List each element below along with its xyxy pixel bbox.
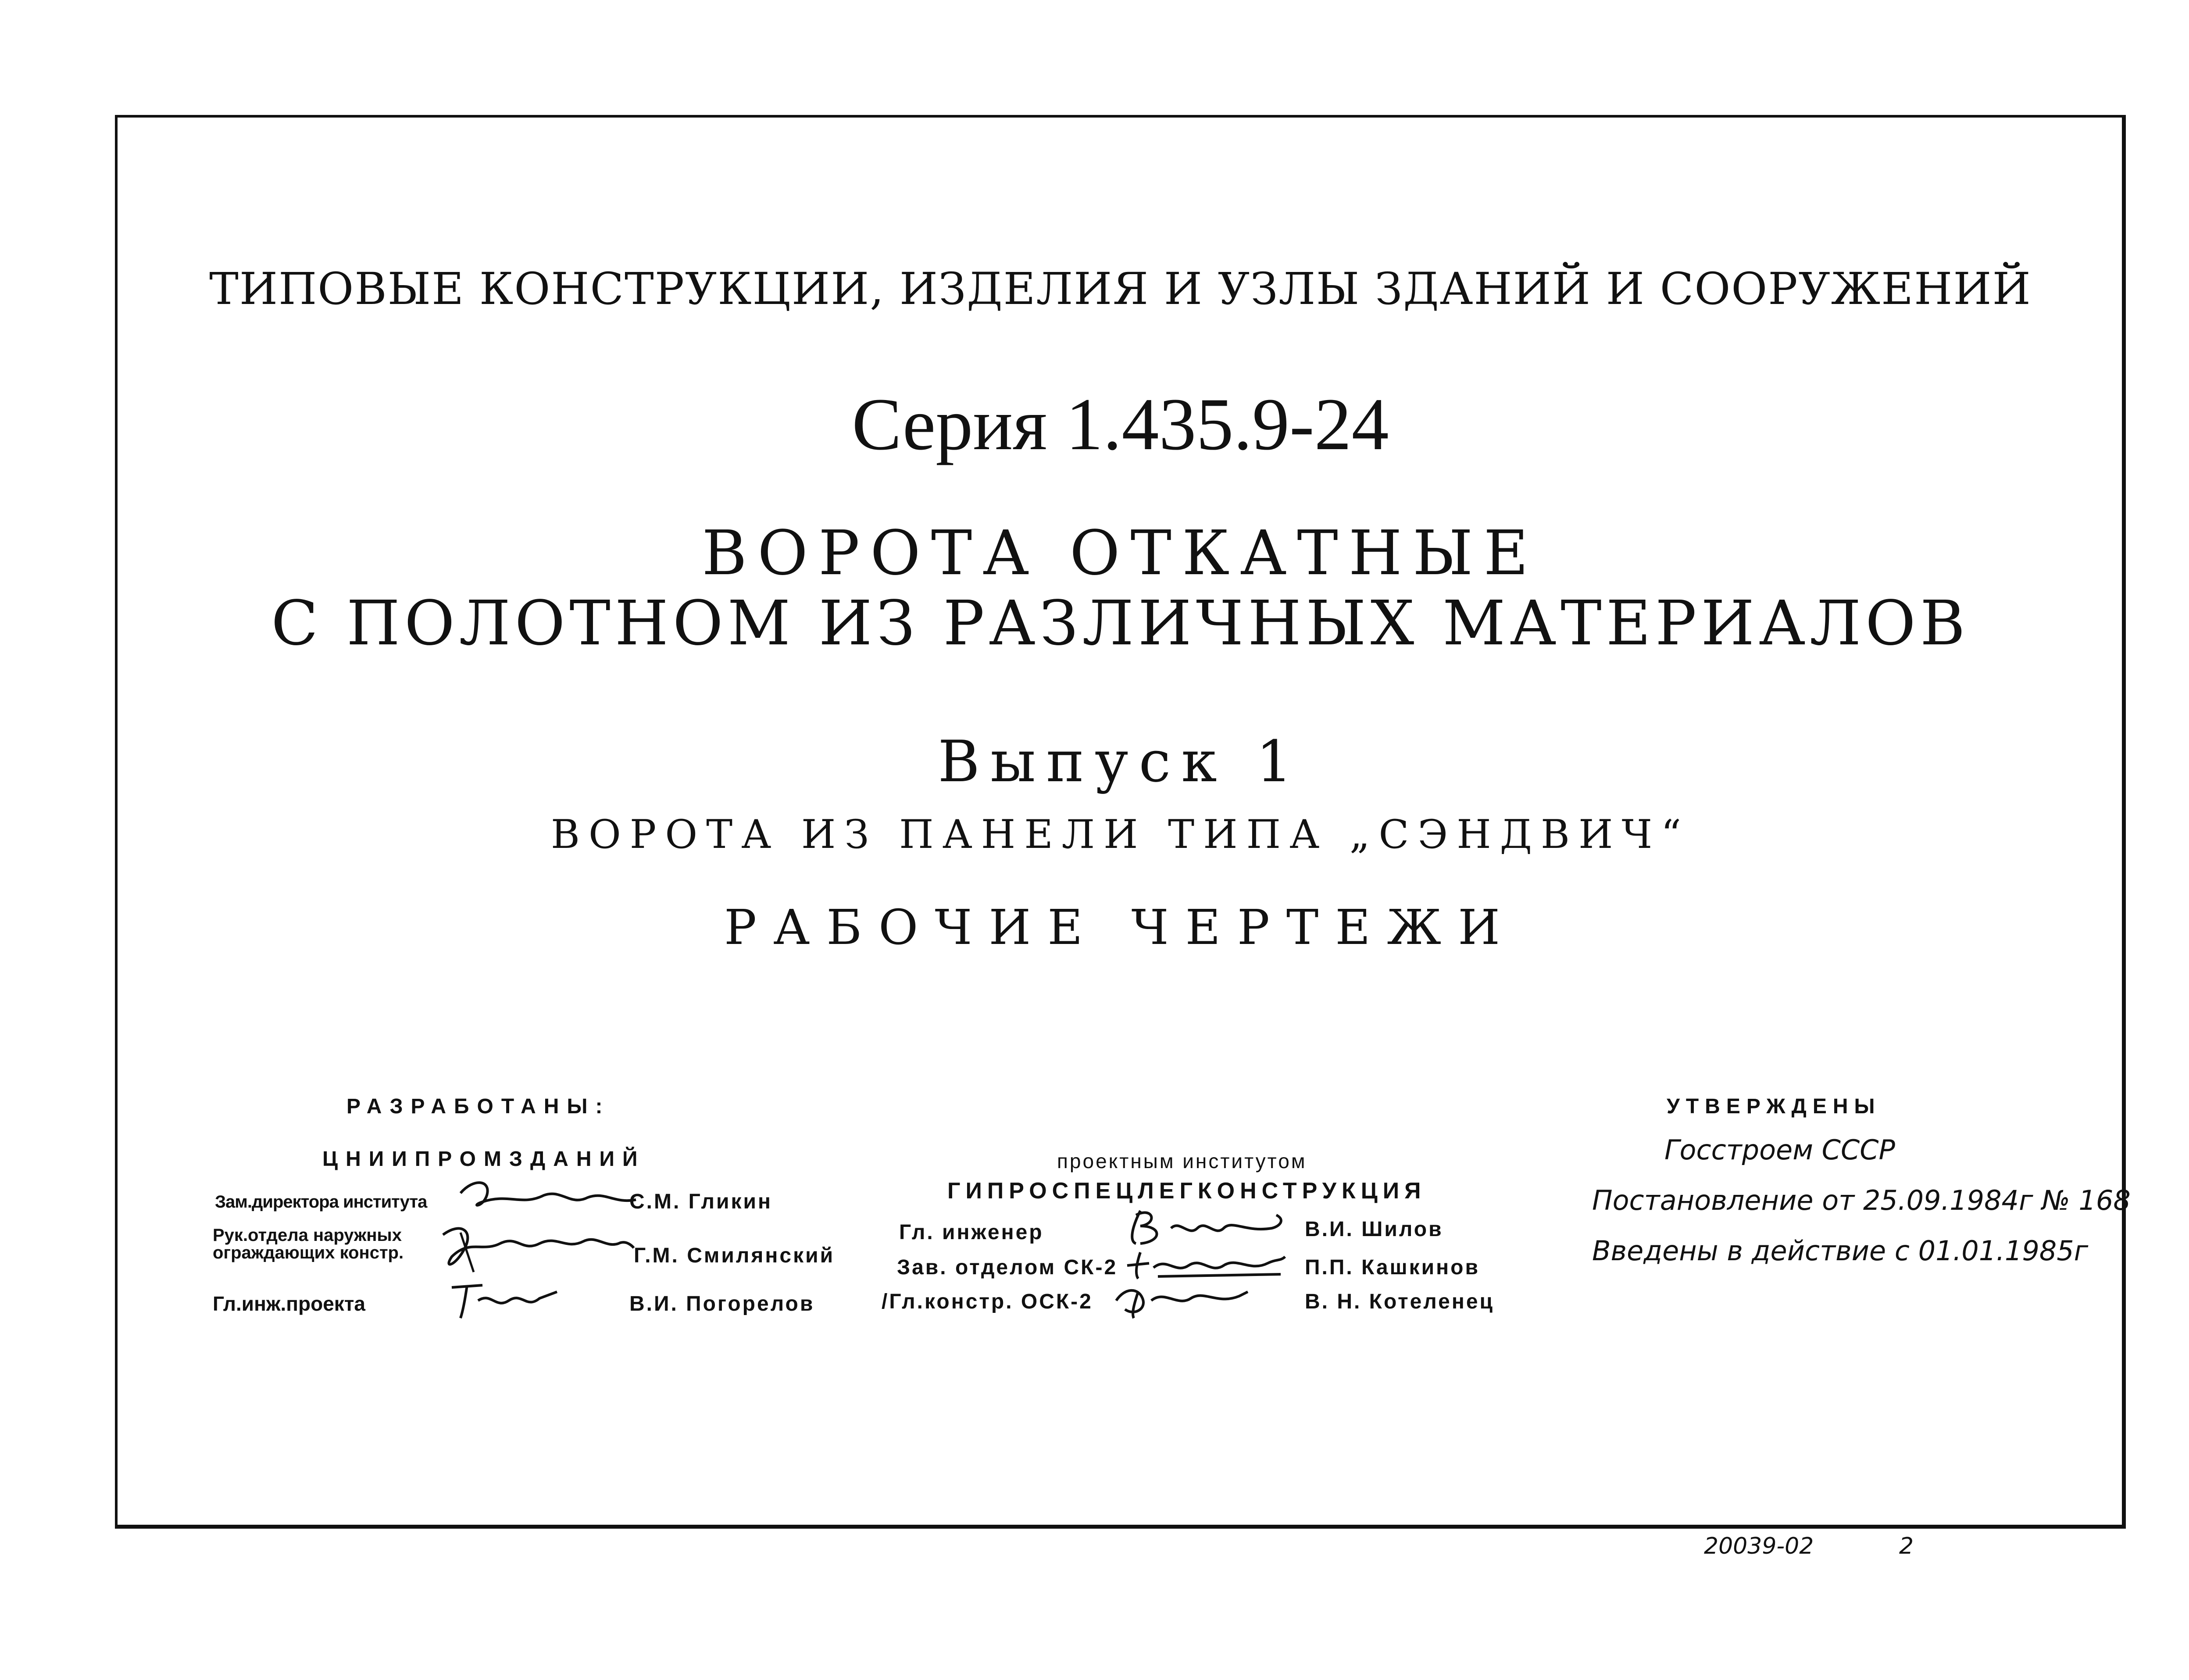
institute-name-2: П.П. Кашкинов — [1305, 1256, 1480, 1279]
developer-position-2-line1: Рук.отдела наружных — [213, 1226, 402, 1245]
issue-subtitle: ВОРОТА ИЗ ПАНЕЛИ ТИПА „СЭНДВИЧ“ — [550, 811, 1690, 858]
drawings-label: РАБОЧИЕ ЧЕРТЕЖИ — [724, 899, 1517, 955]
issue-number: Выпуск 1 — [938, 728, 1303, 795]
series-category-heading: ТИПОВЫЕ КОНСТРУКЦИИ, ИЗДЕЛИЯ И УЗЛЫ ЗДАНИЙ И СООРУЖЕНИЙ — [209, 263, 2032, 315]
signature-kotelenets — [1107, 1274, 1252, 1323]
developed-caption: РАЗРАБОТАНЫ: — [346, 1095, 611, 1118]
developer-position-1: Зам.директора института — [215, 1192, 427, 1212]
developer-position-2-line2: ограждающих констр. — [213, 1243, 404, 1262]
developer-name-3: В.И. Погорелов — [629, 1292, 815, 1315]
title-line-1: ВОРОТА ОТКАТНЫЕ — [702, 518, 1539, 589]
developer-name-1: С.М. Гликин — [629, 1190, 772, 1213]
approved-line-2: Постановление от 25.09.1984г № 168 — [1592, 1184, 2131, 1216]
series-number: Серия 1.435.9-24 — [852, 383, 1389, 465]
institute-line-1: проектным институтом — [1057, 1150, 1307, 1172]
approved-caption: УТВЕРЖДЕНЫ — [1667, 1095, 1881, 1118]
institute-name-1: В.И. Шилов — [1305, 1218, 1443, 1241]
signature-smilyansky — [434, 1217, 636, 1279]
footer-page-number: 2 — [1899, 1533, 1914, 1559]
footer-code: 20039-02 — [1704, 1533, 1814, 1559]
institute-line-2: ГИПРОСПЕЦЛЕГКОНСТРУКЦИЯ — [947, 1178, 1426, 1204]
developer-name-2: Г.М. Смилянский — [634, 1244, 835, 1267]
developer-position-3: Гл.инж.проекта — [213, 1292, 365, 1315]
signature-shilov — [1123, 1202, 1289, 1250]
institute-name-3: В. Н. Котеленец — [1305, 1290, 1495, 1313]
signature-pogorelov — [447, 1279, 561, 1323]
approved-line-1: Госстроем СССР — [1664, 1134, 1895, 1166]
developed-org: ЦНИИПРОМЗДАНИЙ — [322, 1147, 646, 1171]
institute-position-3: /Гл.констр. ОСК-2 — [882, 1290, 1093, 1313]
institute-position-1: Гл. инженер — [899, 1221, 1044, 1244]
signature-glikin — [456, 1176, 640, 1215]
title-line-2: С ПОЛОТНОМ ИЗ РАЗЛИЧНЫХ МАТЕРИАЛОВ — [271, 588, 1970, 659]
institute-position-2: Зав. отделом СК-2 — [897, 1256, 1118, 1279]
approved-line-3: Введены в действие с 01.01.1985г — [1592, 1235, 2089, 1267]
developer-position-2 — [213, 1226, 404, 1262]
